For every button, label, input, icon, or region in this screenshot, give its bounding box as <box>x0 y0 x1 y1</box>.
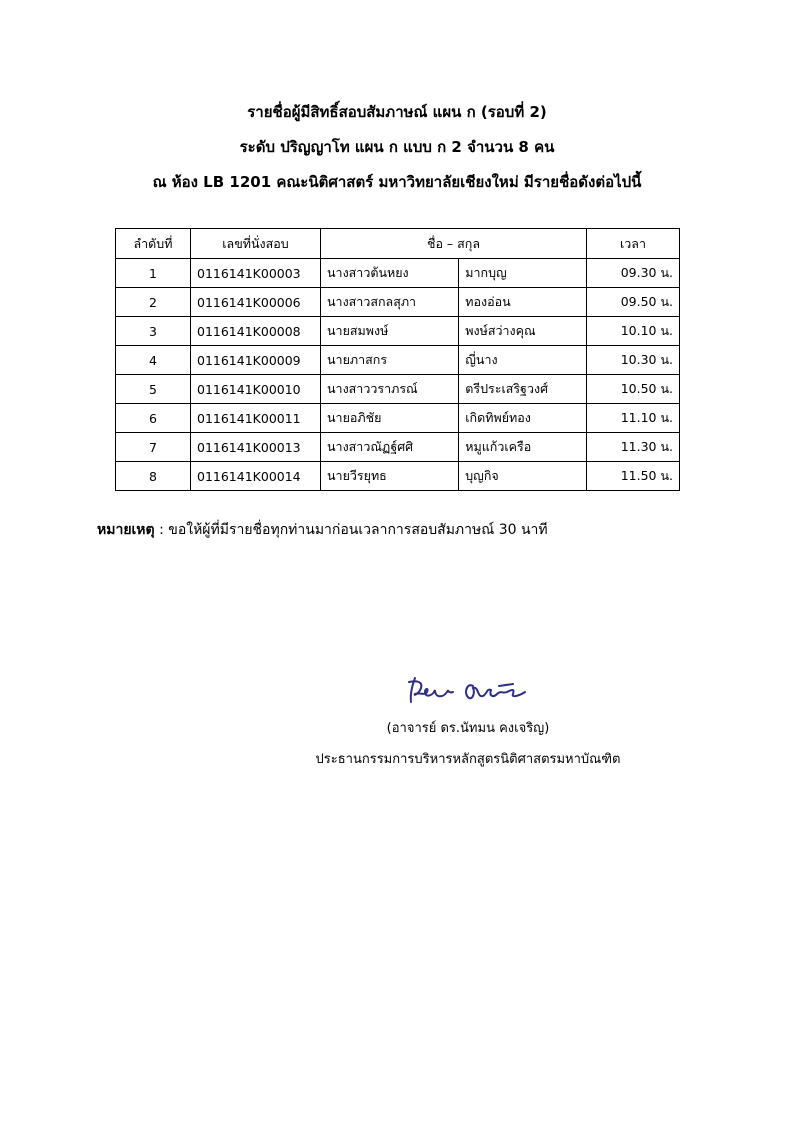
table-row <box>116 317 680 346</box>
cell-seat-number: 0116141K00006 <box>191 288 321 317</box>
column-header-name: ชื่อ – สกุล <box>321 229 587 259</box>
cell-time: 11.10 น. <box>587 404 680 433</box>
cell-seat-number: 0116141K00011 <box>191 404 321 433</box>
column-header-time: เวลา <box>587 229 680 259</box>
signer-name: (อาจารย์ ดร.นัทมน คงเจริญ) <box>386 721 550 736</box>
table-row <box>116 404 680 433</box>
table-header-row <box>116 229 680 259</box>
table-row <box>116 433 680 462</box>
cell-last-name: ญี่นาง <box>459 346 587 375</box>
cell-seat-number: 0116141K00014 <box>191 462 321 491</box>
cell-first-name: นายภาสกร <box>321 346 459 375</box>
cell-first-name: นางสาวณัฏฐ์ศศิ <box>321 433 459 462</box>
cell-last-name: มากบุญ <box>459 259 587 288</box>
cell-last-name: บุญกิจ <box>459 462 587 491</box>
remark <box>97 519 548 541</box>
cell-time: 11.30 น. <box>587 433 680 462</box>
cell-time: 11.50 น. <box>587 462 680 491</box>
cell-time: 10.10 น. <box>587 317 680 346</box>
table-row <box>116 259 680 288</box>
cell-order: 1 <box>116 259 191 288</box>
document-location-line: ณ ห้อง LB 1201 คณะนิติศาสตร์ มหาวิทยาลัยเชียงใหม่ มีรายชื่อดังต่อไปนี้ <box>152 173 642 191</box>
cell-first-name: นายวีรยุทธ <box>321 462 459 491</box>
cell-last-name: ทองอ่อน <box>459 288 587 317</box>
cell-last-name: ตรีประเสริฐวงศ์ <box>459 375 587 404</box>
table-body <box>116 259 680 491</box>
cell-order: 2 <box>116 288 191 317</box>
cell-order: 8 <box>116 462 191 491</box>
cell-last-name: พงษ์สว่างคุณ <box>459 317 587 346</box>
signer-position: ประธานกรรมการบริหารหลักสูตรนิติศาสตรมหาบัณฑิต <box>315 752 621 767</box>
table-row <box>116 375 680 404</box>
cell-time: 10.30 น. <box>587 346 680 375</box>
column-header-order: ลำดับที่ <box>116 229 191 259</box>
cell-first-name: นางสาวสกลสุภา <box>321 288 459 317</box>
candidate-table <box>115 228 680 491</box>
cell-seat-number: 0116141K00009 <box>191 346 321 375</box>
cell-first-name: นายอภิชัย <box>321 404 459 433</box>
cell-time: 09.30 น. <box>587 259 680 288</box>
cell-first-name: นายสมพงษ์ <box>321 317 459 346</box>
document-subtitle: ระดับ ปริญญาโท แผน ก แบบ ก 2 จำนวน 8 คน <box>239 138 555 156</box>
remark-text: ขอให้ผู้ที่มีรายชื่อทุกท่านมาก่อนเวลาการสอบสัมภาษณ์ 30 นาที <box>168 522 548 538</box>
cell-last-name: หมูแก้วเครือ <box>459 433 587 462</box>
cell-order: 4 <box>116 346 191 375</box>
cell-seat-number: 0116141K00003 <box>191 259 321 288</box>
cell-first-name: นางสาววราภรณ์ <box>321 375 459 404</box>
table-row <box>116 346 680 375</box>
remark-separator: : <box>154 522 169 538</box>
cell-first-name: นางสาวต้นหยง <box>321 259 459 288</box>
cell-order: 3 <box>116 317 191 346</box>
column-header-seat-number: เลขที่นั่งสอบ <box>191 229 321 259</box>
cell-last-name: เกิดทิพย์ทอง <box>459 404 587 433</box>
remark-label: หมายเหตุ <box>97 522 155 538</box>
table-row <box>116 288 680 317</box>
cell-seat-number: 0116141K00010 <box>191 375 321 404</box>
cell-time: 10.50 น. <box>587 375 680 404</box>
cell-seat-number: 0116141K00008 <box>191 317 321 346</box>
document-title: รายชื่อผู้มีสิทธิ์สอบสัมภาษณ์ แผน ก (รอบที่ 2) <box>247 103 547 121</box>
cell-order: 7 <box>116 433 191 462</box>
cell-order: 5 <box>116 375 191 404</box>
table-row <box>116 462 680 491</box>
signature-image <box>403 672 543 712</box>
cell-time: 09.50 น. <box>587 288 680 317</box>
cell-order: 6 <box>116 404 191 433</box>
cell-seat-number: 0116141K00013 <box>191 433 321 462</box>
